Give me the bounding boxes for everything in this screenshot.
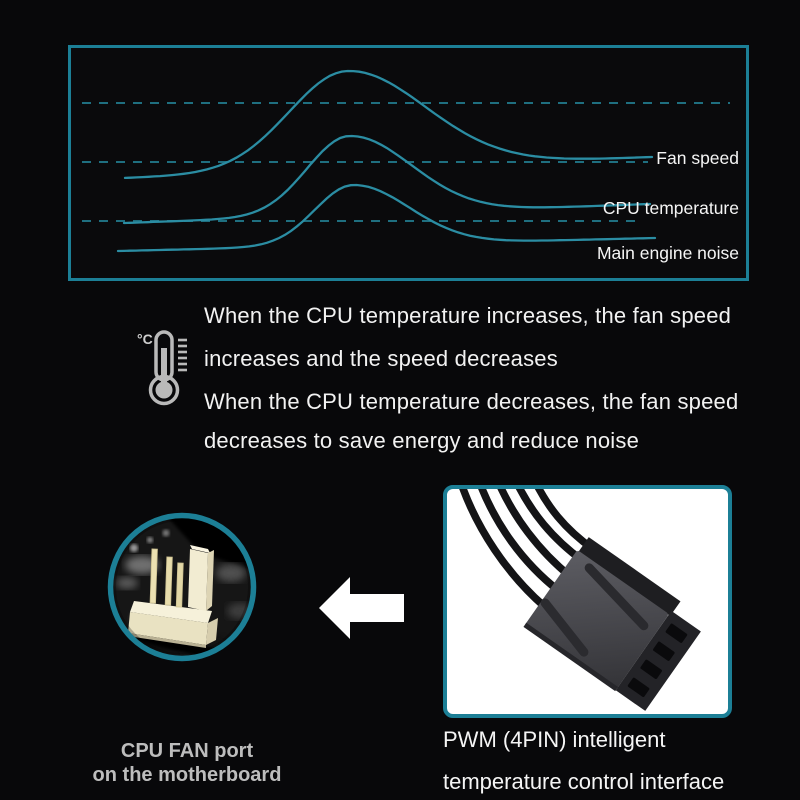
legend-cpu-temperature: CPU temperature <box>602 198 739 218</box>
right-photo-caption-line1: PWM (4PIN) intelligent <box>443 727 666 752</box>
left-arrow-icon <box>316 575 408 641</box>
left-photo-caption <box>88 739 286 787</box>
legend-fan-speed: Fan speed <box>656 148 739 168</box>
explain-line-4: decreases to save energy and reduce noise <box>204 428 640 453</box>
cpu-fan-port-photo <box>104 511 260 667</box>
explain-line-1: When the CPU temperature increases, the fan speed <box>204 303 732 328</box>
legend-main-engine-noise: Main engine noise <box>596 243 739 263</box>
celsius-unit-label: °C <box>137 331 153 347</box>
explain-line-2: increases and the speed decreases <box>204 346 558 371</box>
pwm-connector-photo <box>443 485 732 718</box>
right-photo-caption-line2: temperature control interface <box>443 769 725 794</box>
caption-on-motherboard: on the motherboard <box>92 764 282 786</box>
explain-line-3: When the CPU temperature decreases, the fan speed <box>204 389 739 414</box>
caption-cpu-fan-port: CPU FAN port <box>120 740 254 762</box>
